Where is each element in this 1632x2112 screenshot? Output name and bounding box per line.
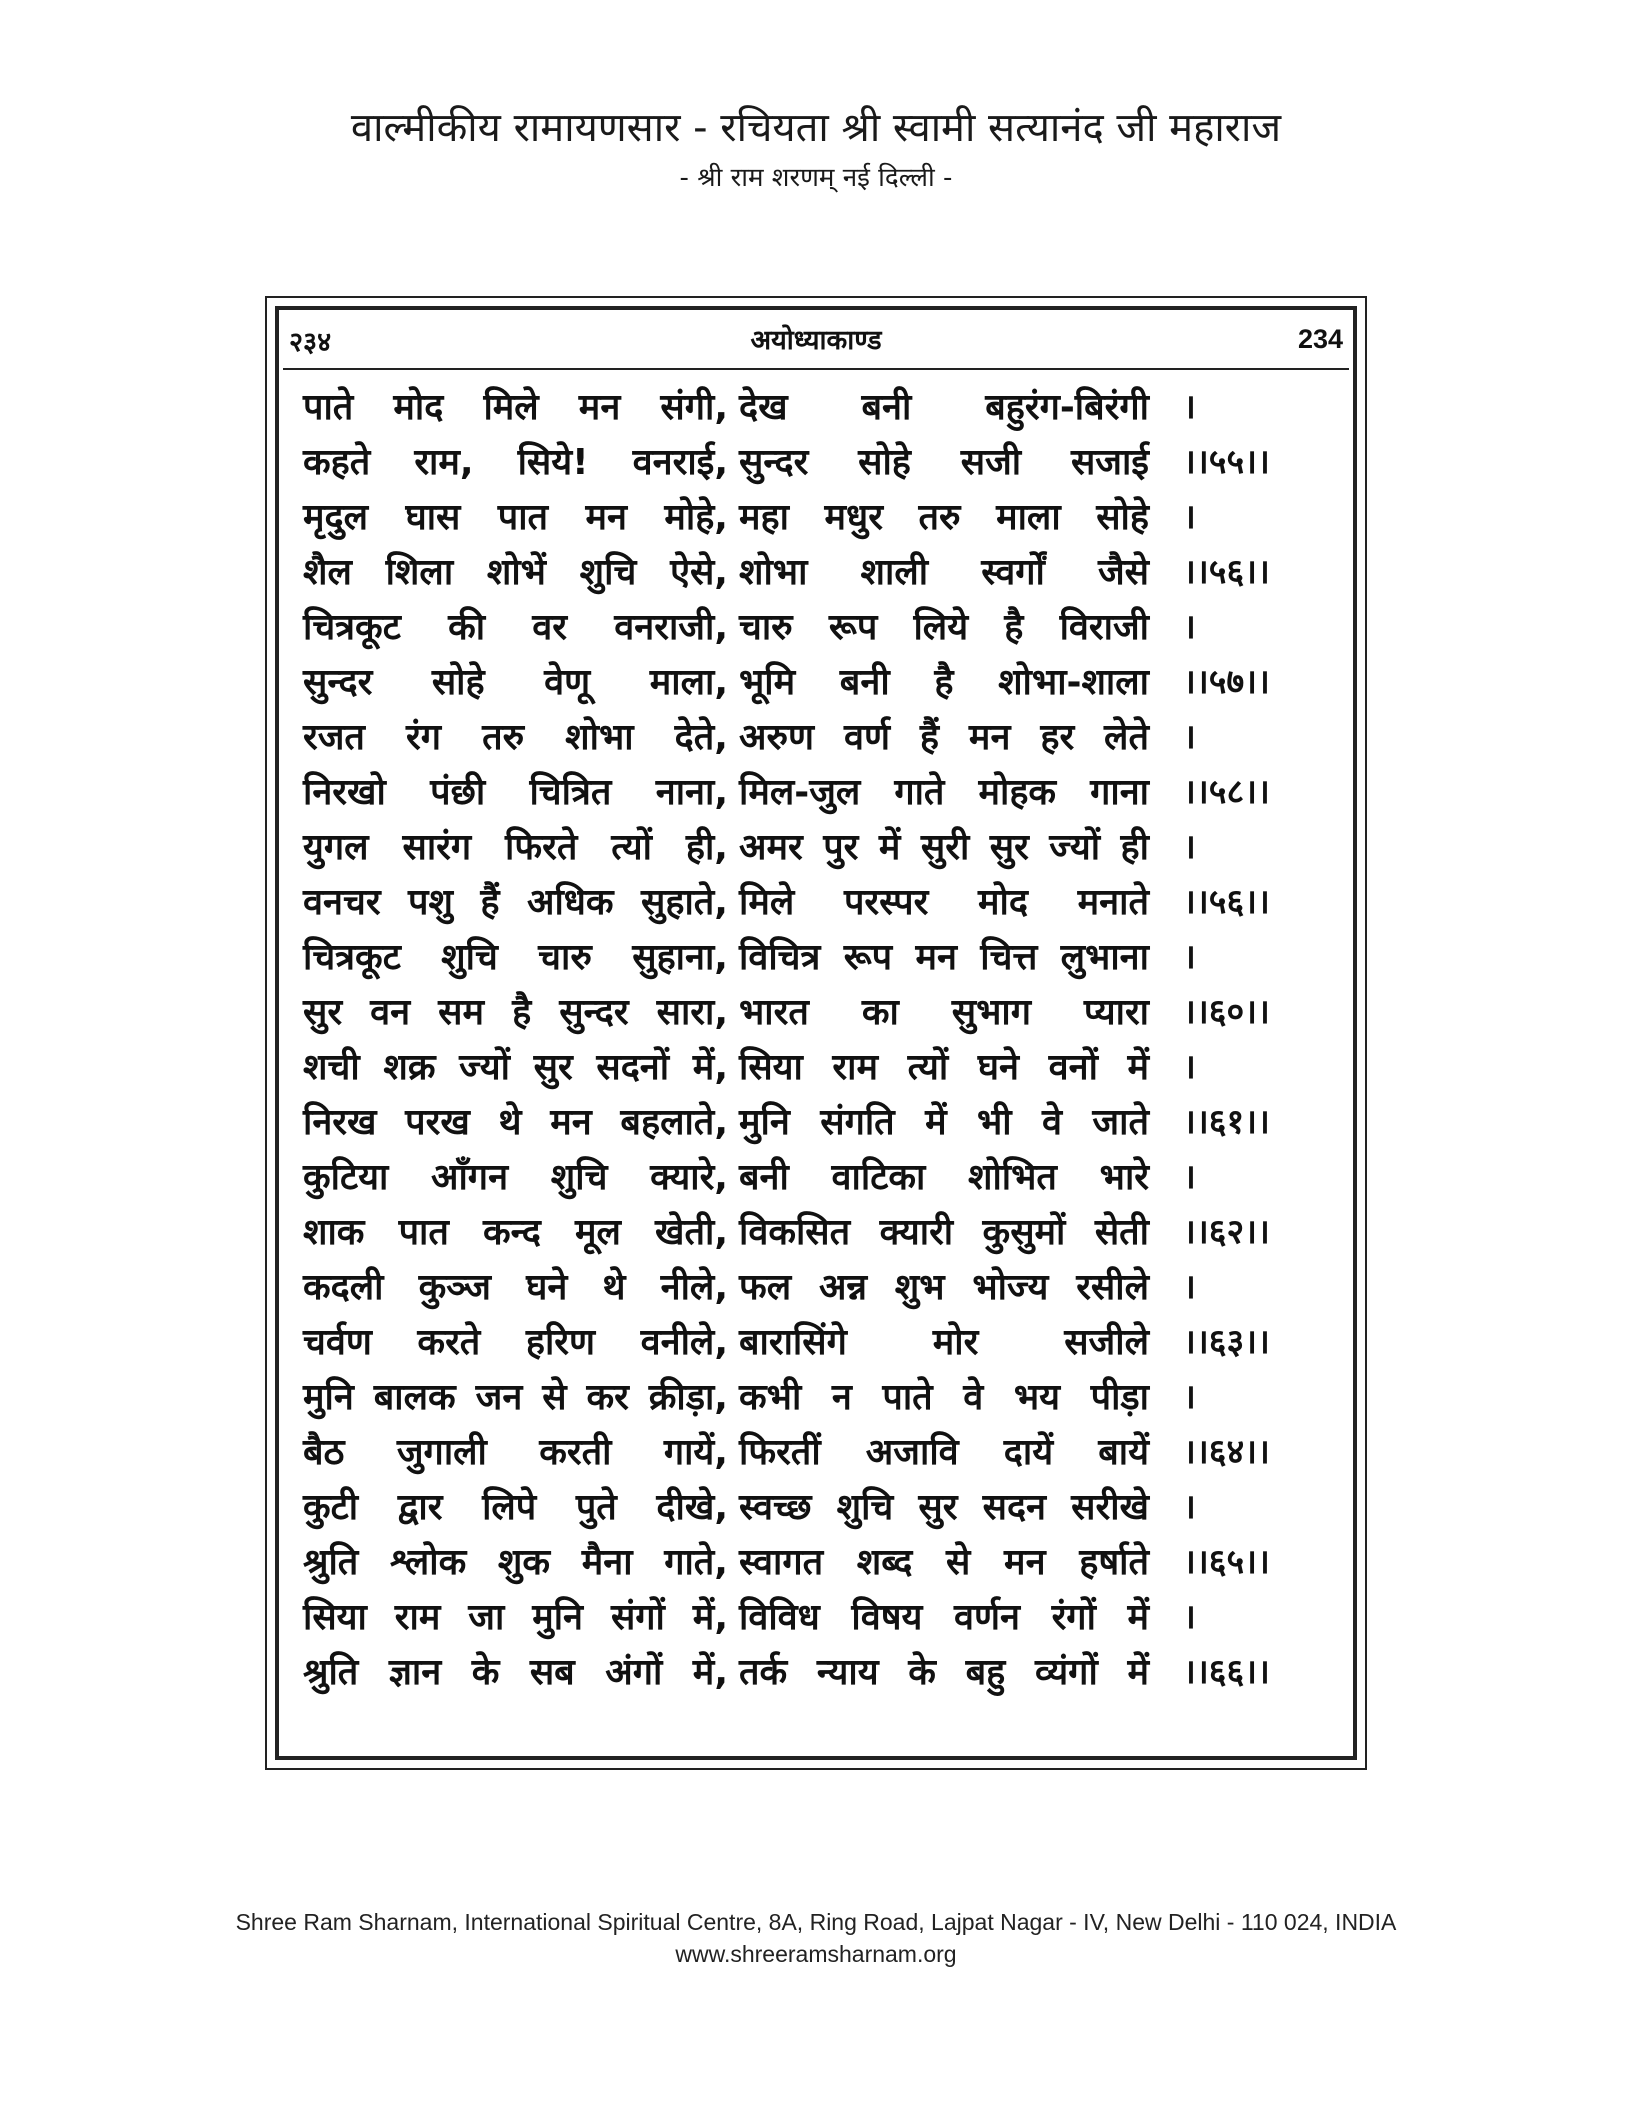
verse-number-mark: ।।६६।। — [1183, 1652, 1270, 1692]
verse-second-half: चारु रूप लिये है विराजी — [739, 607, 1149, 648]
verse-number-mark: । — [1183, 607, 1196, 647]
verse-line — [303, 1315, 1333, 1370]
verse-number-mark: ।।६५।। — [1183, 1542, 1270, 1582]
verse-number-mark: ।।६३।। — [1183, 1322, 1270, 1362]
verse-second-half: अमर पुर में सुरी सुर ज्यों ही — [739, 827, 1149, 868]
verse-number-mark: । — [1183, 1487, 1196, 1527]
verse-first-half: शची शक्र ज्यों सुर सदनों में, — [303, 1047, 728, 1088]
verse-number-mark: । — [1183, 1597, 1196, 1637]
verse-number-mark: ।।६२।। — [1183, 1212, 1270, 1252]
scripture-page-frame — [265, 296, 1367, 1770]
verse-first-half: मुनि बालक जन से कर क्रीड़ा, — [303, 1377, 728, 1418]
verse-second-half: मिल-जुल गाते मोहक गाना — [739, 772, 1149, 813]
verse-number-mark: । — [1183, 1267, 1196, 1307]
verse-line — [303, 1095, 1333, 1150]
verse-second-half: अरुण वर्ण हैं मन हर लेते — [739, 717, 1149, 758]
frame-header — [283, 320, 1349, 370]
verse-line — [303, 1425, 1333, 1480]
verse-second-half: तर्क न्याय के बहु व्यंगों में — [739, 1652, 1149, 1693]
page-subtitle: - श्री राम शरणम् नई दिल्ली - — [679, 163, 953, 193]
verse-line — [303, 1150, 1333, 1205]
verse-number-mark: । — [1183, 1047, 1196, 1087]
verse-first-half: निरख परख थे मन बहलाते, — [303, 1102, 728, 1143]
verse-first-half: चित्रकूट की वर वनराजी, — [303, 607, 728, 648]
verse-second-half: शोभा शाली स्वर्गों जैसे — [739, 552, 1149, 593]
verse-first-half: वनचर पशु हैं अधिक सुहाते, — [303, 882, 728, 923]
verse-number-mark: । — [1183, 937, 1196, 977]
verse-first-half: सुर वन सम है सुन्दर सारा, — [303, 992, 728, 1033]
verse-first-half: सुन्दर सोहे वेणू माला, — [303, 662, 728, 703]
verse-number-mark: ।।६४।। — [1183, 1432, 1270, 1472]
verse-first-half: बैठ जुगाली करती गायें, — [303, 1432, 728, 1473]
verse-first-half: सिया राम जा मुनि संगों में, — [303, 1597, 728, 1638]
verse-number-mark: । — [1183, 717, 1196, 757]
verse-number-mark: ।।५५।। — [1183, 442, 1270, 482]
verse-list — [303, 380, 1333, 1700]
verse-first-half: शाक पात कन्द मूल खेती, — [303, 1212, 728, 1253]
verse-second-half: मुनि संगति में भी वे जाते — [739, 1102, 1149, 1143]
footer-website: www.shreeramsharnam.org — [675, 1941, 957, 1967]
verse-number-mark: ।।५६।। — [1183, 882, 1270, 922]
verse-second-half: बनी वाटिका शोभित भारे — [739, 1157, 1149, 1198]
verse-second-half: फिरतीं अजावि दायें बायें — [739, 1432, 1149, 1473]
verse-second-half: बारासिंगे मोर सजीले — [739, 1322, 1149, 1363]
page-number-devanagari: २३४ — [289, 327, 332, 358]
verse-second-half: महा मधुर तरु माला सोहे — [739, 497, 1149, 538]
verse-number-mark: । — [1183, 1377, 1196, 1417]
verse-line — [303, 1645, 1333, 1700]
verse-line — [303, 1535, 1333, 1590]
verse-line — [303, 765, 1333, 820]
footer-address: Shree Ram Sharnam, International Spiritual Centre, 8A, Ring Road, Lajpat Nagar - IV, New Delhi - 110 024, INDIA — [235, 1909, 1397, 1935]
verse-first-half: मृदुल घास पात मन मोहे, — [303, 497, 728, 538]
verse-second-half: सिया राम त्यों घने वनों में — [739, 1047, 1149, 1088]
verse-number-mark: ।।६१।। — [1183, 1102, 1270, 1142]
verse-second-half: फल अन्न शुभ भोज्य रसीले — [739, 1267, 1149, 1308]
verse-number-mark: । — [1183, 497, 1196, 537]
verse-second-half: कभी न पाते वे भय पीड़ा — [739, 1377, 1149, 1418]
verse-first-half: कुटिया आँगन शुचि क्यारे, — [303, 1157, 728, 1198]
verse-first-half: श्रुति श्लोक शुक मैना गाते, — [303, 1542, 728, 1583]
verse-line — [303, 1590, 1333, 1645]
verse-second-half: भारत का सुभाग प्यारा — [739, 992, 1149, 1033]
verse-number-mark: । — [1183, 1157, 1196, 1197]
verse-line — [303, 820, 1333, 875]
verse-line — [303, 1260, 1333, 1315]
page-title: वाल्मीकीय रामायणसार - रचियता श्री स्वामी सत्यानंद जी महाराज — [350, 105, 1282, 151]
verse-line — [303, 600, 1333, 655]
verse-first-half: चित्रकूट शुचि चारु सुहाना, — [303, 937, 728, 978]
verse-number-mark: ।।५८।। — [1183, 772, 1270, 812]
verse-line — [303, 1205, 1333, 1260]
verse-line — [303, 545, 1333, 600]
verse-number-mark: । — [1183, 827, 1196, 867]
verse-line — [303, 1040, 1333, 1095]
verse-first-half: रजत रंग तरु शोभा देते, — [303, 717, 728, 758]
verse-first-half: पाते मोद मिले मन संगी, — [303, 387, 728, 428]
verse-line — [303, 655, 1333, 710]
verse-second-half: विकसित क्यारी कुसुमों सेती — [739, 1212, 1149, 1253]
page-number: 234 — [1297, 324, 1343, 354]
verse-line — [303, 710, 1333, 765]
verse-second-half: स्वच्छ शुचि सुर सदन सरीखे — [739, 1487, 1149, 1528]
verse-line — [303, 1370, 1333, 1425]
verse-second-half: मिले परस्पर मोद मनाते — [739, 882, 1149, 923]
section-title: अयोध्याकाण्ड — [750, 325, 882, 356]
page-footer — [0, 1906, 1632, 1970]
verse-first-half: श्रुति ज्ञान के सब अंगों में, — [303, 1652, 728, 1693]
verse-second-half: सुन्दर सोहे सजी सजाई — [739, 442, 1149, 483]
verse-first-half: निरखो पंछी चित्रित नाना, — [303, 772, 728, 813]
verse-first-half: कुटी द्वार लिपे पुते दीखे, — [303, 1487, 728, 1528]
verse-second-half: विविध विषय वर्णन रंगों में — [739, 1597, 1149, 1638]
verse-number-mark: । — [1183, 387, 1196, 427]
verse-number-mark: ।।५६।। — [1183, 552, 1270, 592]
verse-line — [303, 985, 1333, 1040]
verse-line — [303, 435, 1333, 490]
verse-line — [303, 380, 1333, 435]
verse-number-mark: ।।५७।। — [1183, 662, 1270, 702]
page-header — [0, 100, 1632, 198]
verse-line — [303, 1480, 1333, 1535]
verse-line — [303, 930, 1333, 985]
verse-first-half: शैल शिला शोभें शुचि ऐसे, — [303, 552, 728, 593]
verse-first-half: चर्वण करते हरिण वनीले, — [303, 1322, 728, 1363]
verse-number-mark: ।।६०।। — [1183, 992, 1270, 1032]
verse-first-half: युगल सारंग फिरते त्यों ही, — [303, 827, 728, 868]
verse-second-half: विचित्र रूप मन चित्त लुभाना — [739, 937, 1149, 978]
verse-second-half: स्वागत शब्द से मन हर्षाते — [739, 1542, 1149, 1583]
verse-second-half: देख बनी बहुरंग-बिरंगी — [739, 387, 1149, 428]
verse-first-half: कदली कुञ्ज घने थे नीले, — [303, 1267, 728, 1308]
verse-line — [303, 490, 1333, 545]
verse-first-half: कहते राम, सिये! वनराई, — [303, 442, 728, 483]
verse-line — [303, 875, 1333, 930]
verse-second-half: भूमि बनी है शोभा-शाला — [739, 662, 1149, 703]
